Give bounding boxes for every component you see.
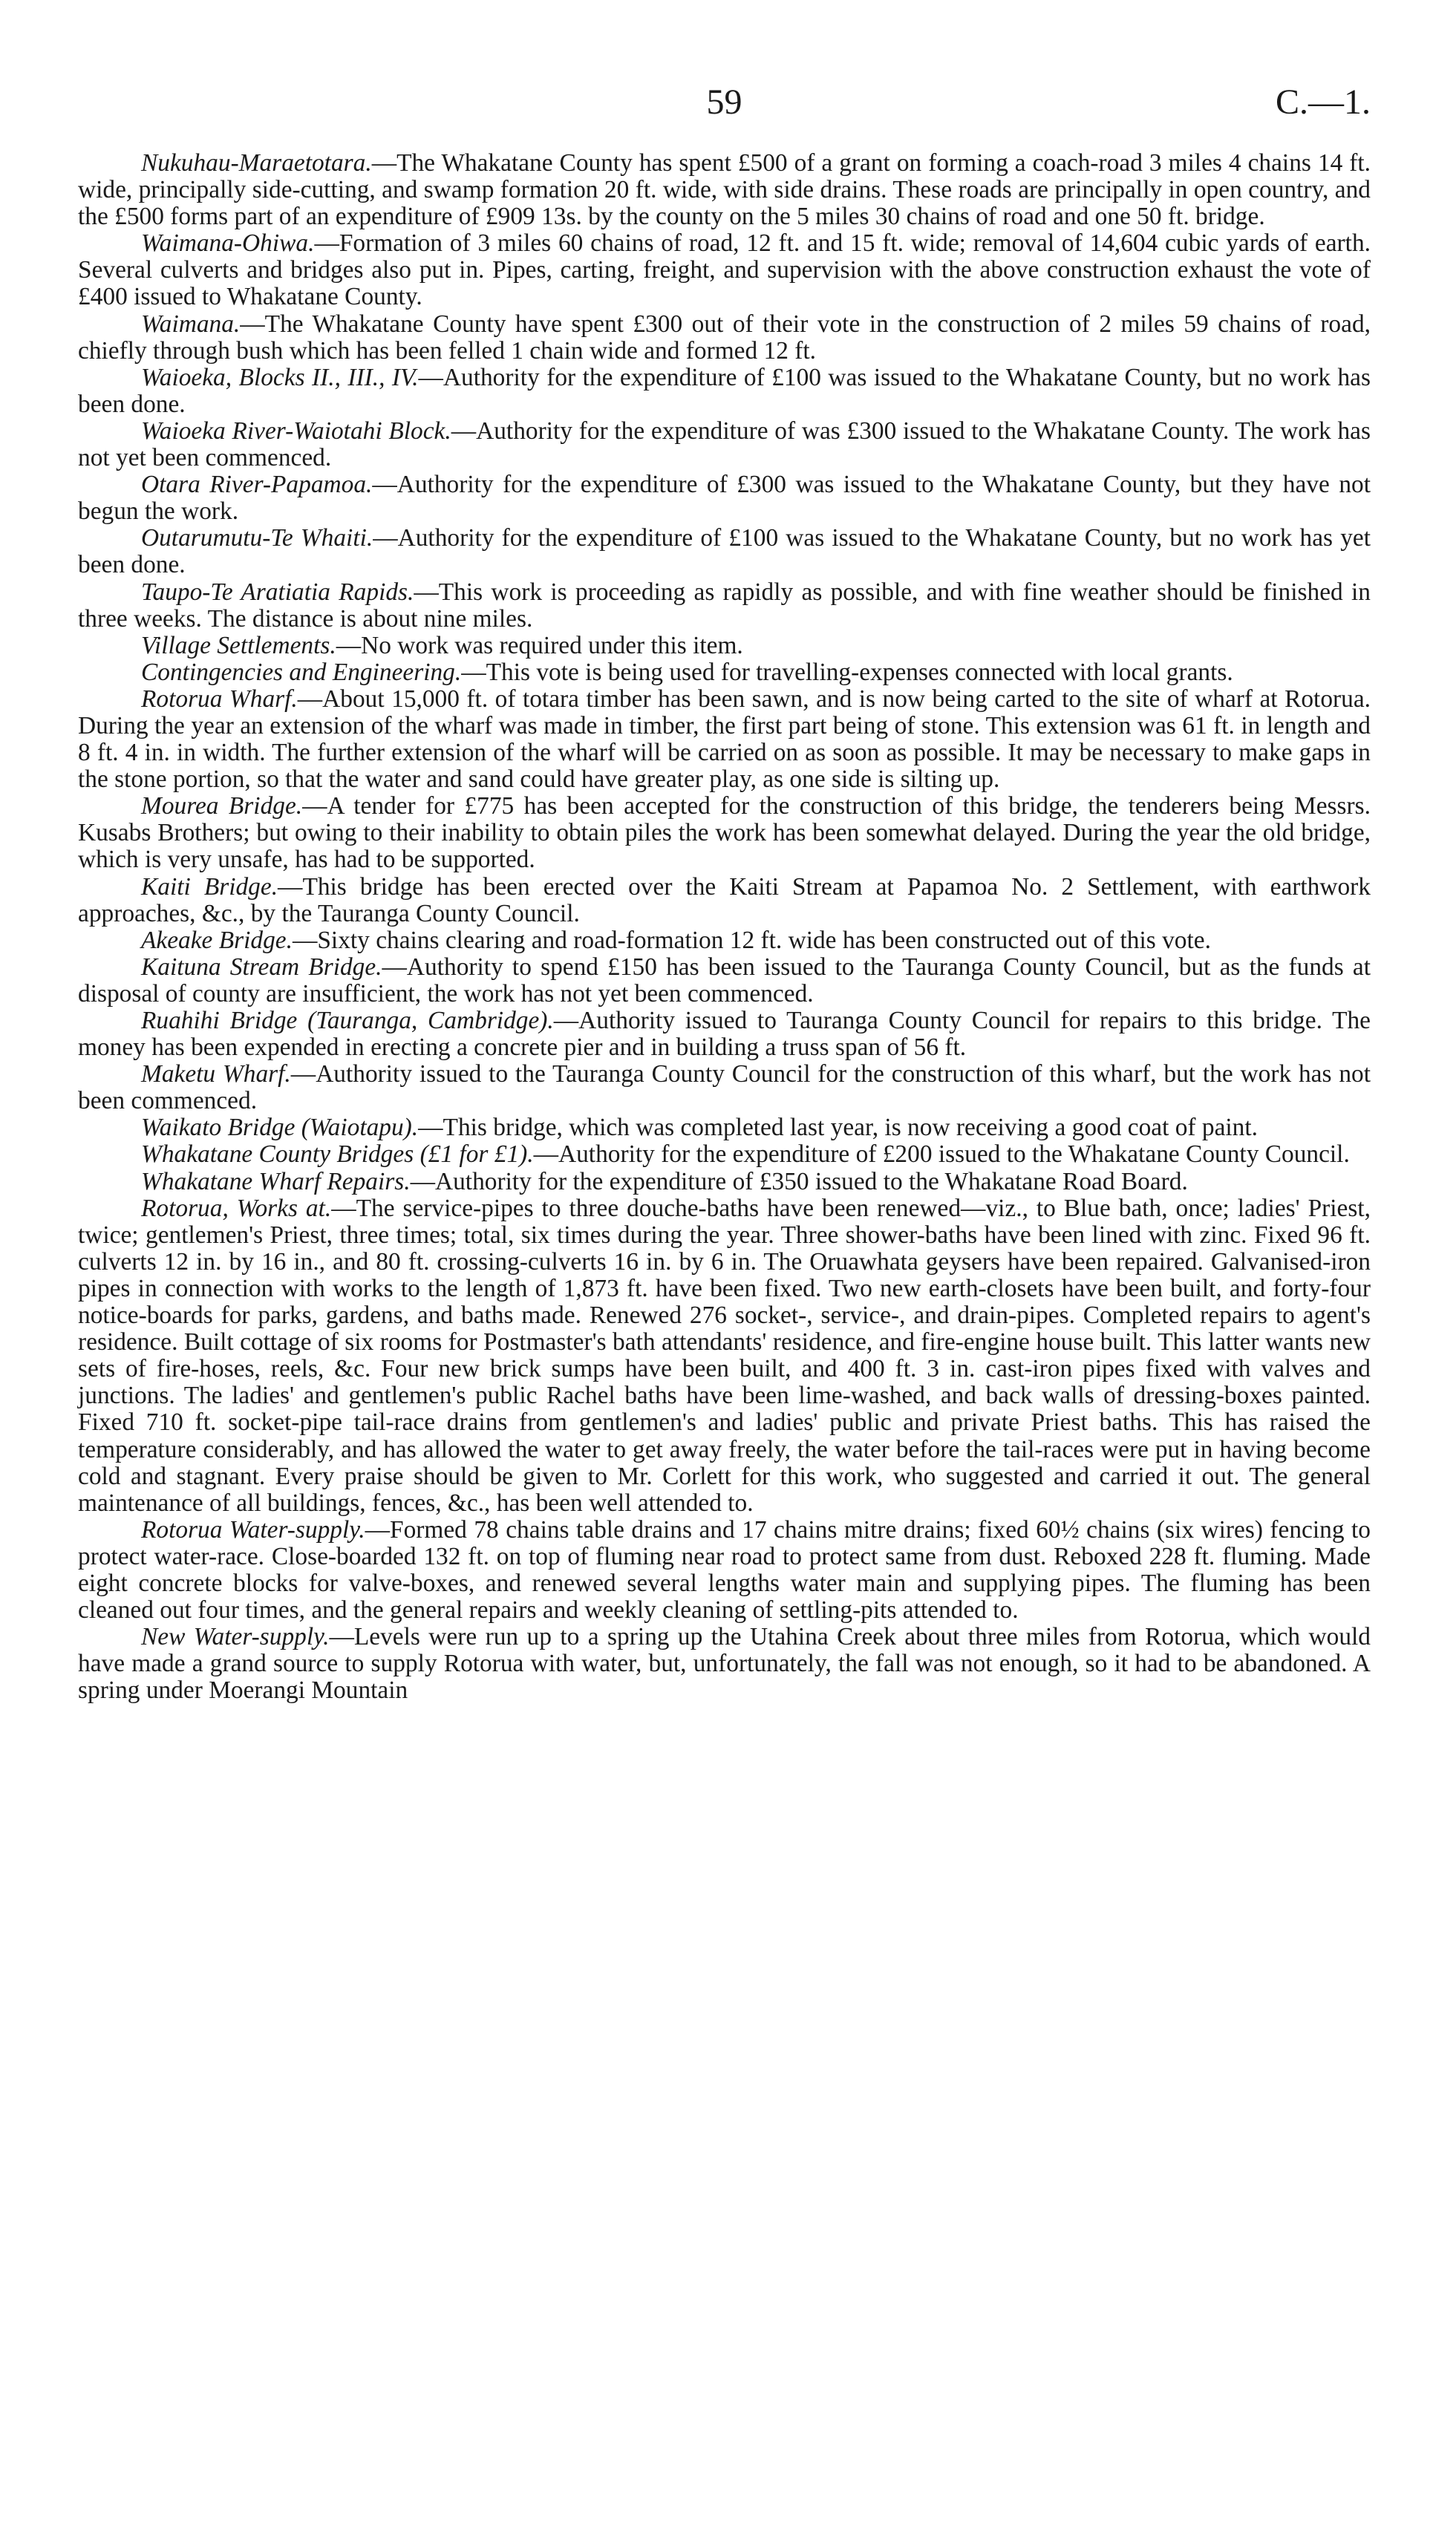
paragraph-akeake-bridge: [78, 927, 1371, 954]
paragraph-heading: Maketu Wharf.: [141, 1060, 291, 1088]
paragraph-rotorua-works: [78, 1195, 1371, 1517]
paragraph-whakatane-wharf-repairs: [78, 1169, 1371, 1195]
paragraph-text: —Authority for the expenditure of was £300 issued to the Whakatane County. The work has not yet been commenced.: [78, 417, 1371, 472]
paragraph-heading: Rotorua, Works at.: [141, 1194, 332, 1222]
paragraph-heading: Rotorua Wharf.: [141, 685, 298, 713]
paragraph-heading: Akeake Bridge.: [141, 926, 293, 954]
paragraph-whakatane-county-bridges: [78, 1141, 1371, 1168]
paragraph-kaituna-stream-bridge: [78, 954, 1371, 1008]
paragraph-new-water-supply: [78, 1624, 1371, 1704]
paragraph-rotorua-water-supply: [78, 1517, 1371, 1624]
paragraph-text: —This work is proceeding as rapidly as possible, and with fine weather should be finished in three weeks. The distance is about nine miles.: [78, 578, 1371, 633]
paragraph-text: —The service-pipes to three douche-baths have been renewed—viz., to Blue bath, once; ladies' Priest, twice; gentlemen's Priest, three times; total, six times during the year. Three shower-baths have been lined with zinc. Fixed 96 ft. culverts 12 in. by 16 in., and 80 ft. crossing-culverts 16 in. by 6 in. The Oruawhata geysers have been repaired. Galvanised-iron pipes in connection with works to the length of 1,873 ft. have been fixed. Two new earth-closets have been built, and forty-four notice-boards for parks, gardens, and baths made. Renewed 276 socket-, service-, and drain-pipes. Completed repairs to agent's residence. Built cottage of six rooms for Postmaster's bath attendants' residence, and fire-engine house built. This latter wants new sets of fire-hoses, reels, &c. Four new brick sumps have been built, and 400 ft. 3 in. cast-iron pipes fixed with valves and junctions. The ladies' and gentlemen's public Rachel baths have been lime-washed, and back walls of dressing-boxes painted. Fixed 710 ft. socket-pipe tail-race drains from gentlemen's and ladies' public and private Priest baths. This has raised the temperature considerably, and has allowed the water to get away freely, the water before the tail-races were put in having become cold and stagnant. Every praise should be given to Mr. Corlett for this work, who suggested and carried it out. The general maintenance of all buildings, fences, &c., has been well attended to.: [78, 1194, 1371, 1517]
page-number: 59: [706, 82, 742, 122]
paragraph-heading: Waikato Bridge (Waiotapu).: [141, 1114, 419, 1142]
paragraph-heading: Kaiti Bridge.: [141, 872, 278, 901]
paragraph-text: —Authority issued to the Tauranga County Council for the construction of this wharf, but the work has not been commenced.: [78, 1060, 1371, 1115]
paragraph-waioeka-river-waiotahi: [78, 418, 1371, 471]
paragraph-heading: Waimana-Ohiwa.: [141, 229, 315, 258]
paragraph-text: —About 15,000 ft. of totara timber has been sawn, and is now being carted to the site of wharf at Rotorua. During the year an extension of the wharf was made in timber, the first part being of stone. This extension was 61 ft. in length and 8 ft. 4 in. in width. The further extension of the wharf will be carried on as soon as possible. It may be necessary to make gaps in the stone portion, so that the water and sand could have greater play, as one side is silting up.: [78, 685, 1371, 794]
paragraph-text: —Authority for the expenditure of £100 was issued to the Whakatane County, but no work has been done.: [78, 363, 1371, 418]
paragraph-text: —Authority for the expenditure of £100 was issued to the Whakatane County, but no work has yet been done.: [78, 524, 1371, 579]
paragraph-village-settlements: [78, 633, 1371, 659]
paragraph-text: —Authority to spend £150 has been issued to the Tauranga County Council, but as the funds at disposal of county are insufficient, the work has not yet been commenced.: [78, 953, 1371, 1008]
paragraph-taupo-te-aratiatia: [78, 579, 1371, 633]
paragraph-nukuhau-maraetotara: [78, 150, 1371, 230]
paragraph-text: —The Whakatane County has spent £500 of a grant on forming a coach-road 3 miles 4 chains 14 ft. wide, principally side-cutting, and swamp formation 20 ft. wide, with side drains. These roads are principally in open country, and the £500 forms part of an expenditure of £909 13s. by the county on the 5 miles 30 chains of road and one 50 ft. bridge.: [78, 149, 1371, 231]
paragraph-waikato-bridge: [78, 1114, 1371, 1141]
paragraph-contingencies: [78, 659, 1371, 686]
paragraph-text: —Formation of 3 miles 60 chains of road, 12 ft. and 15 ft. wide; removal of 14,604 cubic yards of earth. Several culverts and bridges also put in. Pipes, carting, freight, and supervision with the above construction exhaust the vote of £400 issued to Whakatane County.: [78, 229, 1371, 311]
paragraph-text: —Authority for the expenditure of £300 was issued to the Whakatane County, but they have not begun the work.: [78, 471, 1371, 526]
paragraph-heading: Outarumutu-Te Whaiti.: [141, 524, 373, 552]
paragraph-heading: Ruahihi Bridge (Tauranga, Cambridge).: [141, 1007, 554, 1034]
paragraph-text: —This bridge, which was completed last year, is now receiving a good coat of paint.: [418, 1114, 1259, 1142]
paragraph-heading: Village Settlements.: [141, 631, 336, 659]
paragraph-waimana: [78, 311, 1371, 365]
page-header: [78, 80, 1371, 132]
paragraph-text: —Sixty chains clearing and road-formation 12 ft. wide has been constructed out of this vote.: [292, 926, 1211, 954]
paragraph-otara-river-papamoa: [78, 471, 1371, 525]
paragraph-ruahihi-bridge: [78, 1008, 1371, 1061]
paragraph-text: —Authority issued to Tauranga County Council for repairs to this bridge. The money has been expended in erecting a concrete pier and in building a truss span of 56 ft.: [78, 1007, 1371, 1062]
paragraph-kaiti-bridge: [78, 874, 1371, 927]
paragraph-outarumutu-te-whaiti: [78, 525, 1371, 578]
paragraph-text: —A tender for £775 has been accepted for the construction of this bridge, the tenderers being Messrs. Kusabs Brothers; but owing to their inability to obtain piles the work has been somewhat delayed. During the year the old bridge, which is very unsafe, has had to be supported.: [78, 792, 1371, 874]
paragraph-mourea-bridge: [78, 793, 1371, 873]
paragraph-text: —Levels were run up to a spring up the Utahina Creek about three miles from Rotorua, which would have made a grand source to supply Rotorua with water, but, unfortunately, the fall was not enough, so it had to be abandoned. A spring under Moerangi Mountain: [78, 1623, 1371, 1705]
paragraph-heading: Rotorua Water-supply.: [141, 1515, 365, 1544]
report-body: [78, 150, 1371, 1704]
paragraph-heading: Contingencies and Engineering.: [141, 658, 462, 686]
paragraph-text: —This vote is being used for travelling-expenses connected with local grants.: [461, 658, 1233, 686]
paragraph-text: —Formed 78 chains table drains and 17 chains mitre drains; fixed 60½ chains (six wires) fencing to protect water-race. Close-boarded 132 ft. on top of fluming near road to protect same from dust. Reboxed 228 ft. fluming. Made eight concrete blocks for valve-boxes, and renewed several lengths water main and supplying pipes. The fluming has been cleaned out four times, and the general repairs and weekly cleaning of settling-pits attended to.: [78, 1515, 1371, 1624]
paragraph-heading: Taupo-Te Aratiatia Rapids.: [141, 578, 414, 606]
paragraph-heading: Kaituna Stream Bridge.: [141, 953, 382, 981]
paragraph-heading: New Water-supply.: [141, 1623, 330, 1651]
paragraph-text: —Authority for the expenditure of £200 issued to the Whakatane County Council.: [533, 1140, 1350, 1169]
paragraph-text: —Authority for the expenditure of £350 issued to the Whakatane Road Board.: [410, 1167, 1188, 1195]
paragraph-heading: Waioeka, Blocks II., III., IV.: [141, 363, 419, 391]
paragraph-heading: Waimana.: [141, 310, 241, 338]
paragraph-heading: Otara River-Papamoa.: [141, 471, 373, 499]
paragraph-heading: Waioeka River-Waiotahi Block.: [141, 417, 451, 445]
paragraph-text: —No work was required under this item.: [336, 631, 743, 659]
paragraph-rotorua-wharf: [78, 686, 1371, 793]
paragraph-heading: Whakatane Wharf Repairs.: [141, 1167, 411, 1195]
paragraph-waimana-ohiwa: [78, 230, 1371, 310]
paragraph-text: —This bridge has been erected over the Kaiti Stream at Papamoa No. 2 Settlement, with earthwork approaches, &c., by the Tauranga County Council.: [78, 872, 1371, 927]
document-reference: C.—1.: [1275, 82, 1371, 122]
paragraph-text: —The Whakatane County have spent £300 out of their vote in the construction of 2 miles 59 chains of road, chiefly through bush which has been felled 1 chain wide and formed 12 ft.: [78, 310, 1371, 365]
paragraph-waioeka-blocks: [78, 365, 1371, 418]
paragraph-heading: Mourea Bridge.: [141, 792, 303, 820]
paragraph-heading: Whakatane County Bridges (£1 for £1).: [141, 1140, 534, 1169]
paragraph-heading: Nukuhau-Maraetotara.: [141, 149, 372, 177]
paragraph-maketu-wharf: [78, 1061, 1371, 1114]
